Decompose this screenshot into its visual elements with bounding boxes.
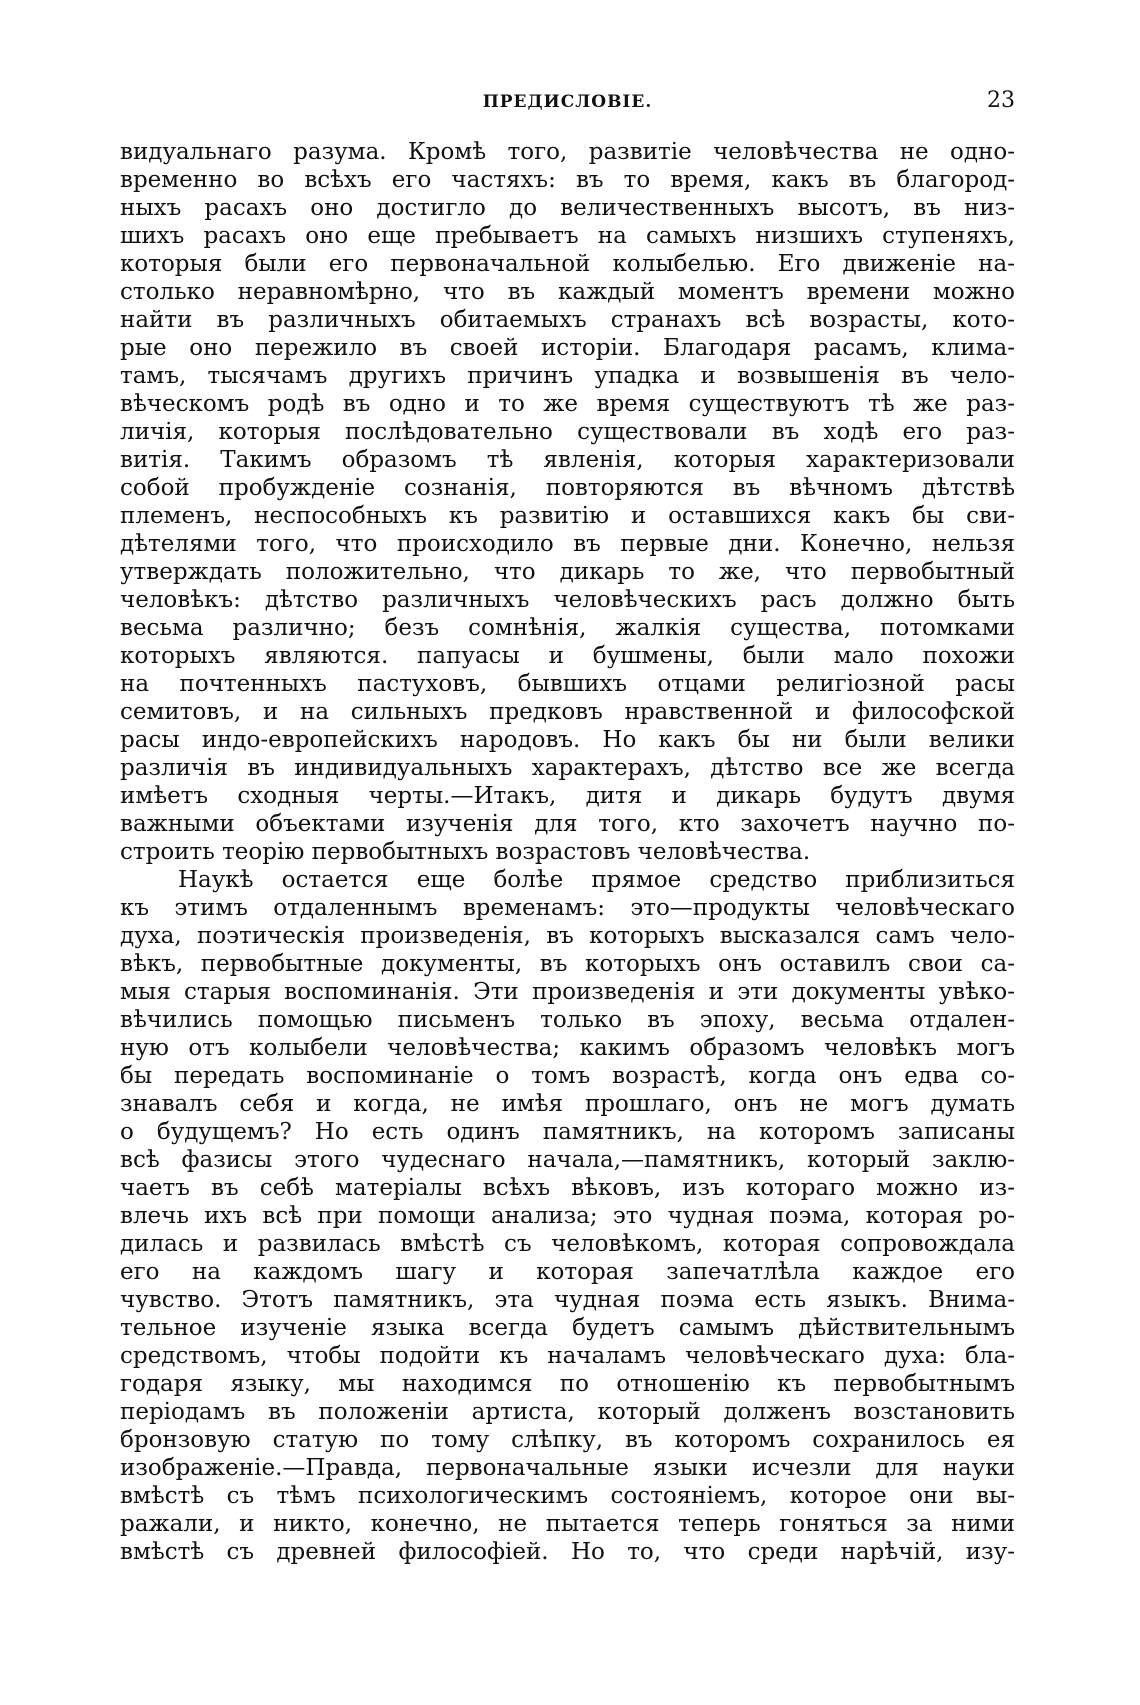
text-line: расы индо-европейскихъ народовъ. Но какъ бы ни были велики — [120, 727, 1015, 753]
text-line: важными объектами изученія для того, кто захочетъ научно по- — [120, 811, 1015, 837]
text-line: ражали, и никто, конечно, не пытается теперь гоняться за ними — [120, 1511, 1015, 1537]
text-line: найти въ различныхъ обитаемыхъ странахъ всѣ возрасты, кото- — [120, 307, 1015, 333]
text-line: бы передать воспоминаніе о томъ возрастѣ, когда онъ едва со- — [120, 1063, 1015, 1089]
page-header — [120, 88, 1015, 122]
text-line: видуальнаго разума. Кромѣ того, развитіе человѣчества не одно- — [120, 139, 1015, 165]
text-line: временно во всѣхъ его частяхъ: въ то время, какъ въ благород- — [120, 167, 1015, 193]
text-line: столько неравномѣрно, что въ каждый моментъ времени можно — [120, 279, 1015, 305]
body-text — [120, 138, 1015, 1566]
text-line: человѣкъ: дѣтство различныхъ человѣческихъ расъ должно быть — [120, 587, 1015, 613]
text-line: различія въ индивидуальныхъ характерахъ, дѣтство все же всегда — [120, 755, 1015, 781]
text-line: годаря языку, мы находимся по отношенію къ первобытнымъ — [120, 1371, 1015, 1397]
text-line: средствомъ, чтобы подойти къ началамъ человѣческаго духа: бла- — [120, 1343, 1015, 1369]
text-line: весьма различно; безъ сомнѣнія, жалкія существа, потомками — [120, 615, 1015, 641]
text-line: вмѣстѣ съ древней философіей. Но то, что среди нарѣчій, изу- — [120, 1539, 1015, 1565]
text-line: семитовъ, и на сильныхъ предковъ нравственной и философской — [120, 699, 1015, 725]
text-line: духа, поэтическія произведенія, въ которыхъ высказался самъ чело- — [120, 923, 1015, 949]
page-number: 23 — [987, 88, 1015, 113]
text-line: изображеніе.—Правда, первоначальные языки исчезли для науки — [120, 1455, 1015, 1481]
paragraph — [120, 866, 1015, 1566]
text-line: вѣкъ, первобытные документы, въ которыхъ онъ оставилъ свои са- — [120, 951, 1015, 977]
text-line: знавалъ себя и когда, не имѣя прошлаго, онъ не могъ думать — [120, 1091, 1015, 1117]
text-line: имѣетъ сходныя черты.—Итакъ, дитя и дикарь будутъ двумя — [120, 783, 1015, 809]
text-line: бронзовую статую по тому слѣпку, въ которомъ сохранилось ея — [120, 1427, 1015, 1453]
text-line: ныхъ расахъ оно достигло до величественныхъ высотъ, въ низ- — [120, 195, 1015, 221]
text-line: которыхъ являются. папуасы и бушмены, были мало похожи — [120, 643, 1015, 669]
text-line: витія. Такимъ образомъ тѣ явленія, которыя характеризовали — [120, 447, 1015, 473]
text-line: вѣчились помощью письменъ только въ эпоху, весьма отдален- — [120, 1007, 1015, 1033]
text-line: ную отъ колыбели человѣчества; какимъ образомъ человѣкъ могъ — [120, 1035, 1015, 1061]
text-line: личія, которыя послѣдовательно существовали въ ходѣ его раз- — [120, 419, 1015, 445]
paragraph — [120, 138, 1015, 866]
text-line: племенъ, неспособныхъ къ развитію и оставшихся какъ бы сви- — [120, 503, 1015, 529]
text-line: чаетъ въ себѣ матеріалы всѣхъ вѣковъ, изъ котораго можно из- — [120, 1175, 1015, 1201]
text-line: вѣческомъ родѣ въ одно и то же время существуютъ тѣ же раз- — [120, 391, 1015, 417]
text-line: Наукѣ остается еще болѣе прямое средство приблизиться — [178, 867, 1015, 893]
text-line: дилась и развилась вмѣстѣ съ человѣкомъ, которая сопровождала — [120, 1231, 1015, 1257]
text-line: мыя старыя воспоминанія. Эти произведенія и эти документы увѣко- — [120, 979, 1015, 1005]
text-line: всѣ фазисы этого чудеснаго начала,—памятникъ, который заклю- — [120, 1147, 1015, 1173]
text-line: шихъ расахъ оно еще пребываетъ на самыхъ низшихъ ступеняхъ, — [120, 223, 1015, 249]
text-line: о будущемъ? Но есть одинъ памятникъ, на которомъ записаны — [120, 1119, 1015, 1145]
text-line: влечь ихъ всѣ при помощи анализа; это чудная поэма, которая ро- — [120, 1203, 1015, 1229]
text-line: на почтенныхъ пастуховъ, бывшихъ отцами религіозной расы — [120, 671, 1015, 697]
text-line: строить теорію первобытныхъ возрастовъ человѣчества. — [120, 839, 811, 865]
text-line: тельное изученіе языка всегда будетъ самымъ дѣйствительнымъ — [120, 1315, 1015, 1341]
text-line: собой пробужденіе сознанія, повторяются въ вѣчномъ дѣтствѣ — [120, 475, 1015, 501]
text-line: которыя были его первоначальной колыбелью. Его движеніе на- — [120, 251, 1015, 277]
running-title: ПРЕДИСЛОВІЕ. — [482, 92, 653, 112]
text-line: къ этимъ отдаленнымъ временамъ: это—продукты человѣческаго — [120, 895, 1015, 921]
text-line: вмѣстѣ съ тѣмъ психологическимъ состояніемъ, которое они вы- — [120, 1483, 1015, 1509]
text-line: чувство. Этотъ памятникъ, эта чудная поэма есть языкъ. Внима- — [120, 1287, 1015, 1313]
text-line: тамъ, тысячамъ другихъ причинъ упадка и возвышенія въ чело- — [120, 363, 1015, 389]
text-line: рые оно пережило въ своей исторіи. Благодаря расамъ, клима- — [120, 335, 1015, 361]
text-line: дѣтелями того, что происходило въ первые дни. Конечно, нельзя — [120, 531, 1015, 557]
text-line: періодамъ въ положеніи артиста, который долженъ возстановить — [120, 1399, 1015, 1425]
text-line: утверждать положительно, что дикарь то же, что первобытный — [120, 559, 1015, 585]
text-line: его на каждомъ шагу и которая запечатлѣла каждое его — [120, 1259, 1015, 1285]
